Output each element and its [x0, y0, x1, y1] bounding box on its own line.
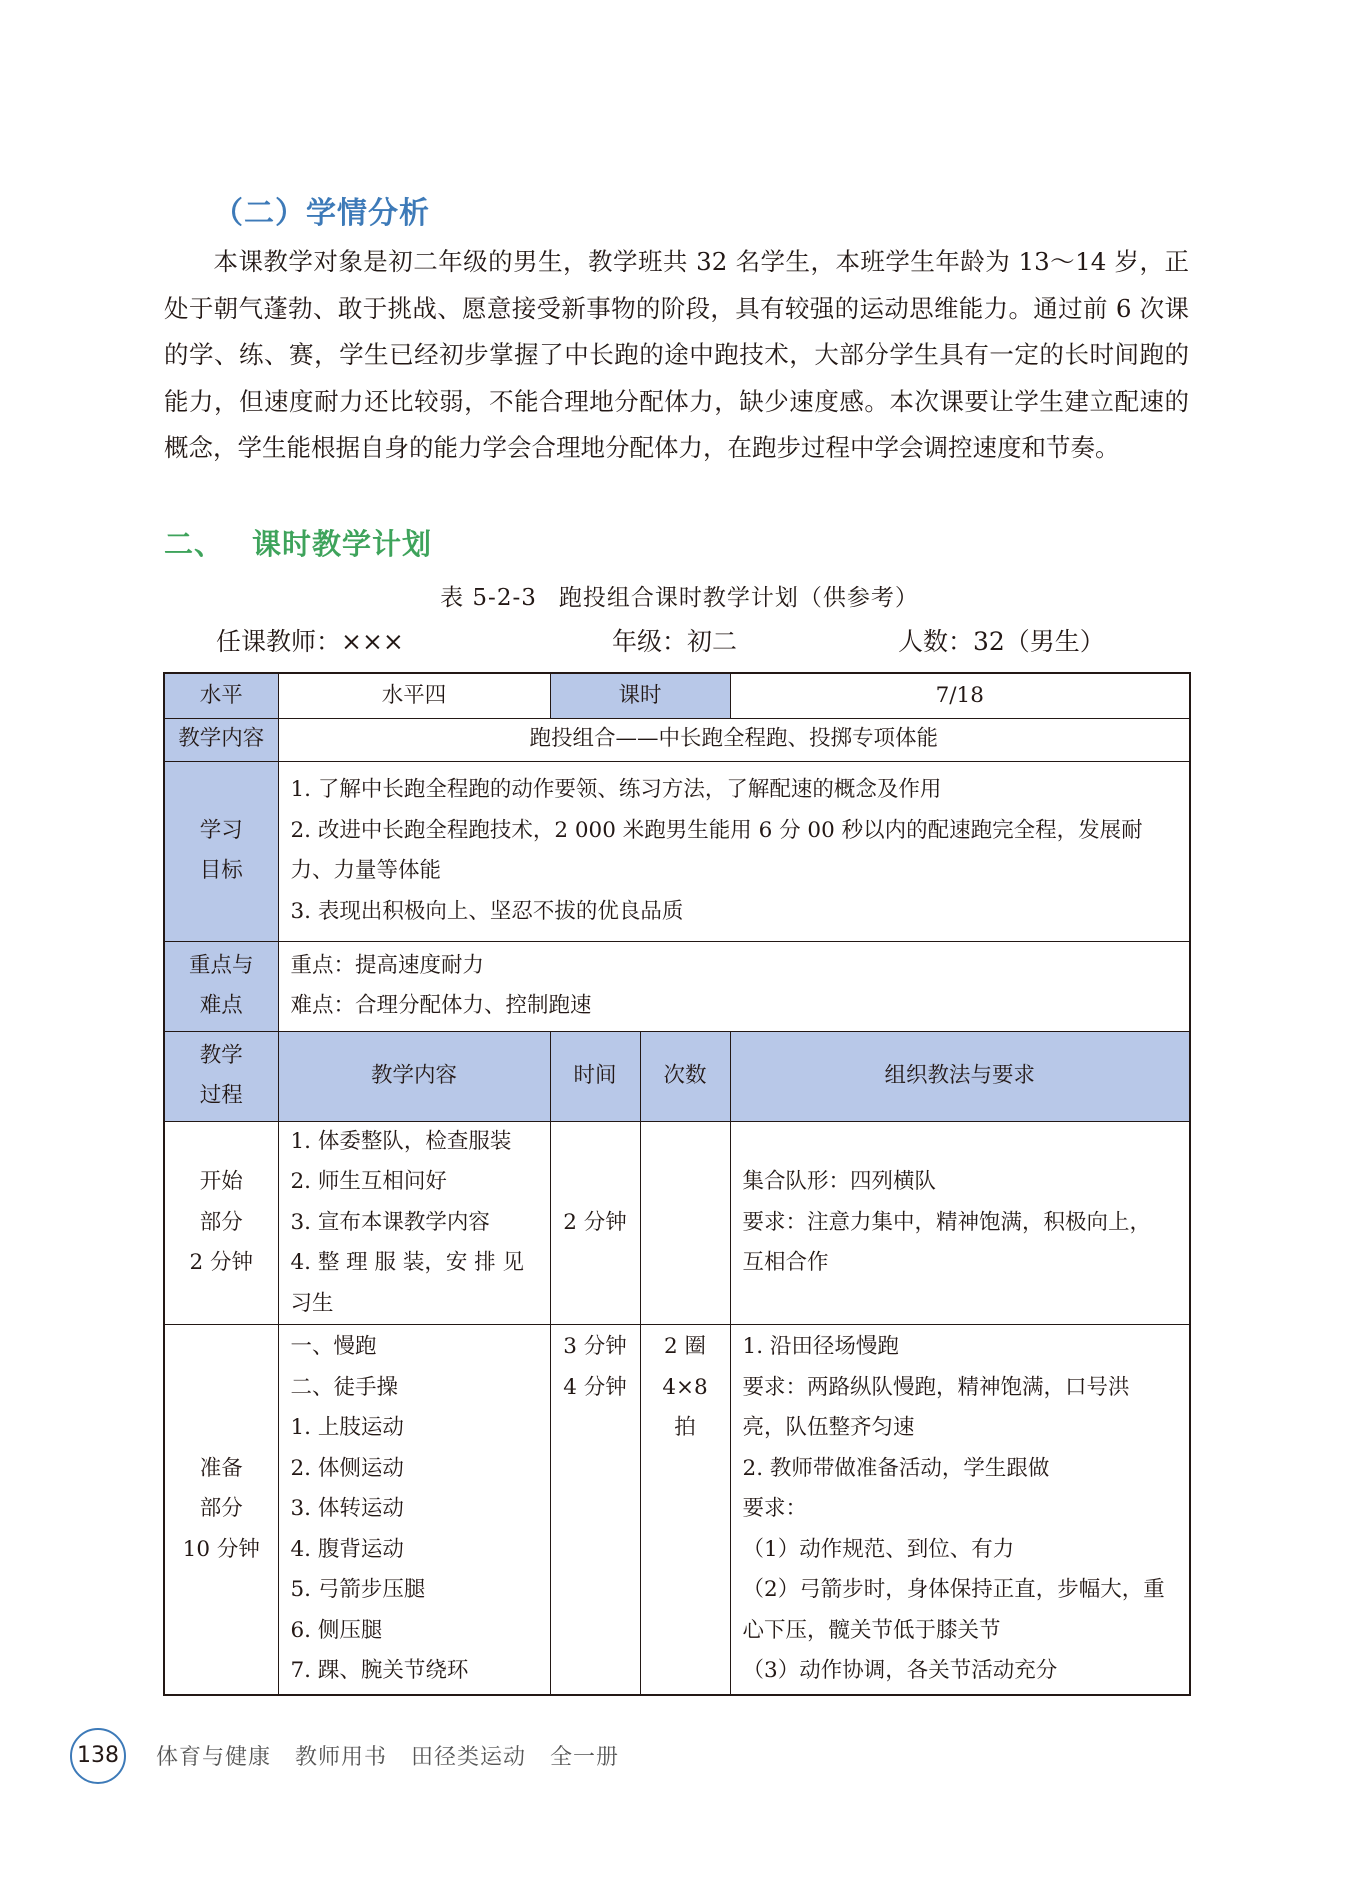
section-title-text: 课时教学计划	[252, 527, 433, 561]
header-content: 教学内容	[278, 1031, 550, 1121]
key-point: 重点：提高速度耐力	[290, 952, 485, 978]
list-item: 1. 体委整队，检查服装	[290, 1128, 512, 1154]
header-process-line: 教学	[199, 1042, 243, 1068]
list-item: 3. 体转运动	[290, 1496, 404, 1521]
time-item: 4 分钟	[563, 1374, 627, 1400]
table-caption-title: 跑投组合课时教学计划（供参考）	[558, 585, 919, 611]
method-line: 亮，队伍整齐匀速	[742, 1415, 915, 1440]
method-line: 要求：两路纵队慢跑，精神饱满，口号洪	[742, 1374, 1130, 1400]
table-row	[164, 673, 1190, 718]
method-line: （2）弓箭步时，身体保持正直，步幅大，重	[742, 1577, 1165, 1602]
list-item: 2. 师生互相问好	[290, 1169, 447, 1194]
list-item: 6. 侧压腿	[290, 1617, 383, 1643]
footer-volume: 田径类运动	[411, 1745, 527, 1770]
table-row-prep	[164, 1325, 1190, 1695]
table-row	[164, 718, 1190, 761]
goals-label-line: 学习	[199, 817, 243, 843]
keys-label-line: 难点	[199, 993, 243, 1018]
analysis-text: 本课教学对象是初二年级的男生，教学班共 32 名学生，本班学生年龄为 13～14 岁，正处于朝气蓬勃、敢于挑战、愿意接受新事物的阶段，具有较强的运动思维能力。通过前 6 次课的学、练、赛，学生已经初步掌握了中长跑的途中跑技术，大部分学生具有一定的长时间跑的能力，但速度耐力还比较弱，不能合理地分配体力，缺少速度感。本次课要让学生建立配速的概念，学生能根据自身的能力学会合理地分配体力，在跑步过程中学会调控速度和节奏。	[164, 247, 1189, 462]
header-reps: 次数	[640, 1031, 730, 1121]
table-header-row	[164, 1031, 1190, 1121]
table-caption-label: 表 5-2-3	[440, 585, 537, 611]
goal-item: 1. 了解中长跑全程跑的动作要领、练习方法，了解配速的概念及作用	[290, 777, 942, 802]
goal-item: 3. 表现出积极向上、坚忍不拔的优良品质	[290, 898, 684, 924]
start-time: 2 分钟	[550, 1121, 640, 1325]
lesson-label: 课时	[550, 673, 730, 718]
content-value: 跑投组合——中长跑全程跑、投掷专项体能	[278, 718, 1190, 761]
list-item: 1. 上肢运动	[290, 1415, 404, 1440]
table-caption	[0, 579, 1353, 612]
difficulty: 难点：合理分配体力、控制跑速	[290, 993, 592, 1018]
start-reps	[640, 1121, 730, 1325]
list-item: 习生	[290, 1290, 334, 1316]
start-phase	[164, 1121, 278, 1325]
list-item: 二、徒手操	[290, 1374, 399, 1400]
lesson-value: 7/18	[730, 673, 1190, 718]
start-phase-line: 开始	[199, 1169, 243, 1194]
level-label: 水平	[164, 673, 278, 718]
method-line: （1）动作规范、到位、有力	[742, 1536, 1015, 1562]
method-line: 要求：注意力集中，精神饱满，积极向上，	[742, 1209, 1152, 1235]
start-phase-line: 部分	[199, 1209, 243, 1235]
footer-edition: 全一册	[550, 1745, 620, 1770]
start-content	[278, 1121, 550, 1325]
goals-label-line: 目标	[199, 858, 243, 883]
prep-phase-line: 10 分钟	[182, 1536, 260, 1562]
header-process-line: 过程	[199, 1083, 243, 1108]
method-line: 集合队形：四列横队	[742, 1169, 937, 1194]
table-row	[164, 941, 1190, 1031]
analysis-paragraph	[164, 239, 1189, 472]
page-number: 138	[70, 1728, 126, 1784]
meta-teacher: 任课教师：×××	[216, 627, 404, 656]
method-line: （3）动作协调，各关节活动充分	[742, 1658, 1058, 1683]
method-line: 心下压，髋关节低于膝关节	[742, 1617, 1001, 1643]
prep-reps	[640, 1325, 730, 1695]
goals-cell	[278, 761, 1190, 941]
keys-cell	[278, 941, 1190, 1031]
table-row-start	[164, 1121, 1190, 1325]
time-item: 3 分钟	[563, 1334, 627, 1359]
table-row	[164, 761, 1190, 941]
prep-phase	[164, 1325, 278, 1695]
method-line: 2. 教师带做准备活动，学生跟做	[742, 1455, 1050, 1481]
footer-book-info	[156, 1740, 635, 1771]
goal-item: 2. 改进中长跑全程跑技术，2 000 米跑男生能用 6 分 00 秒以内的配速跑完全程，发展耐	[290, 817, 1143, 843]
method-line: 互相合作	[742, 1250, 829, 1275]
list-item: 4. 整 理 服 装，安 排 见	[290, 1250, 525, 1275]
keys-label-line: 重点与	[188, 952, 254, 978]
list-item: 2. 体侧运动	[290, 1455, 404, 1481]
meta-grade: 年级：初二	[612, 627, 738, 656]
start-method	[730, 1121, 1190, 1325]
list-item: 一、慢跑	[290, 1334, 377, 1359]
list-item: 3. 宣布本课教学内容	[290, 1209, 490, 1235]
list-item: 5. 弓箭步压腿	[290, 1577, 426, 1602]
prep-time	[550, 1325, 640, 1695]
section-title	[164, 522, 432, 563]
list-item: 7. 踝、腕关节绕环	[290, 1658, 469, 1683]
prep-phase-line: 准备	[199, 1455, 243, 1481]
reps-item: 2 圈	[664, 1334, 707, 1359]
keys-label	[164, 941, 278, 1031]
reps-item: 4×8 拍	[662, 1374, 708, 1440]
goal-item: 力、力量等体能	[290, 858, 442, 883]
lesson-plan-table	[163, 672, 1191, 1696]
goals-label	[164, 761, 278, 941]
footer-type: 教师用书	[295, 1745, 388, 1770]
method-line: 1. 沿田径场慢跑	[742, 1334, 899, 1359]
prep-method	[730, 1325, 1190, 1695]
level-value: 水平四	[278, 673, 550, 718]
prep-content	[278, 1325, 550, 1695]
prep-phase-line: 部分	[199, 1496, 243, 1521]
meta-student-count: 人数：32（男生）	[898, 627, 1105, 656]
list-item: 4. 腹背运动	[290, 1536, 404, 1562]
lesson-meta	[0, 622, 1353, 658]
method-line: 要求：	[742, 1496, 808, 1521]
content-label: 教学内容	[164, 718, 278, 761]
start-phase-line: 2 分钟	[189, 1250, 253, 1275]
section-number: 二、	[164, 527, 225, 561]
subsection-title: （二）学情分析	[213, 196, 430, 231]
header-method: 组织教法与要求	[730, 1031, 1190, 1121]
header-process	[164, 1031, 278, 1121]
footer-book: 体育与健康	[156, 1745, 272, 1770]
header-time: 时间	[550, 1031, 640, 1121]
